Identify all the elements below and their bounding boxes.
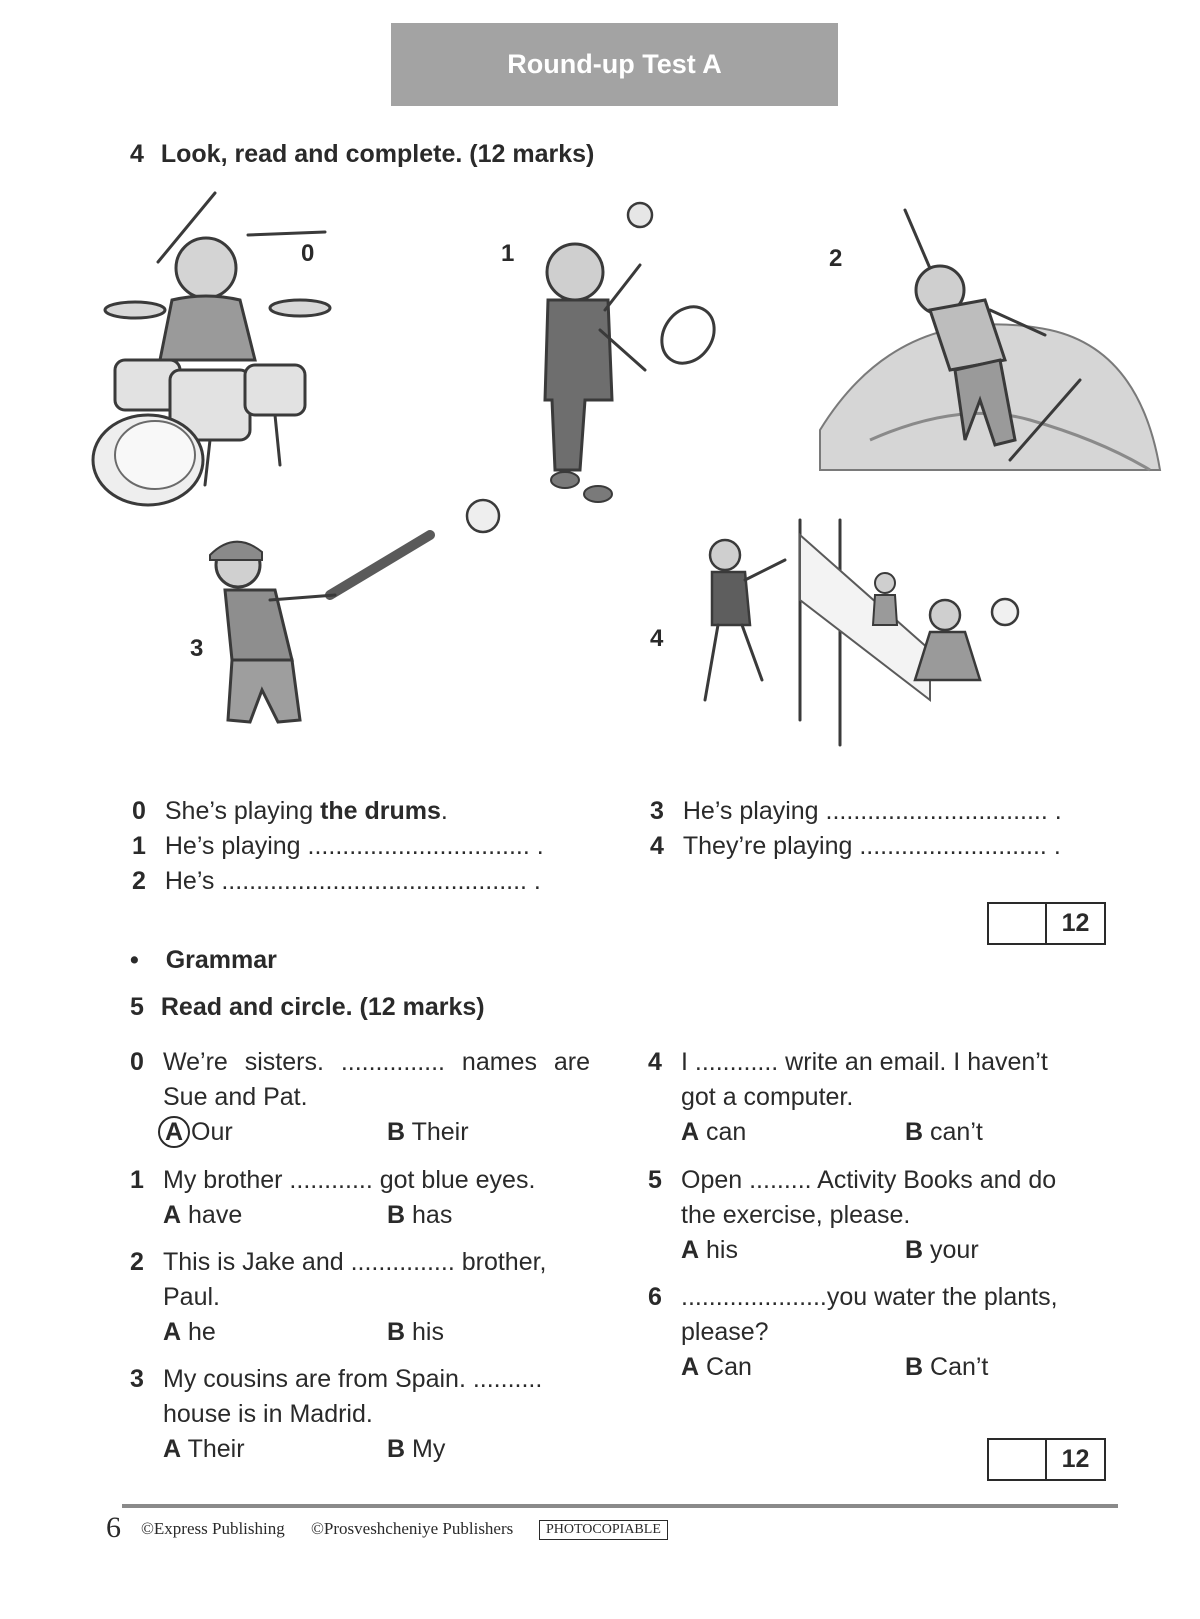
section-5-score-field[interactable] [989,1440,1047,1479]
option-b-letter: B [905,1118,924,1146]
option-a-text: Can [706,1353,752,1381]
question-1 [130,1163,590,1238]
question-0 [130,1045,590,1155]
question-line-1: I ............ write an email. I haven’t [681,1048,1048,1076]
copyright-express: ©Express Publishing [141,1519,285,1538]
option-b[interactable] [387,1115,469,1150]
sentence-0-pre: She’s playing [164,797,321,825]
option-a-text: have [188,1201,243,1229]
option-b-text: Their [411,1118,469,1146]
section-5-instruction: Read and circle. (12 marks) [160,993,485,1021]
sentence-3-text: He’s playing ................................ . [682,797,1062,825]
sports-illustrations [0,0,1200,760]
question-line-2: Sue and Pat. [163,1083,308,1111]
question-line-1: Open ......... Activity Books and do [681,1166,1057,1194]
question-2 [130,1245,590,1355]
question-4 [648,1045,1108,1155]
option-a-text: his [706,1236,738,1264]
picture-label-1: 1 [501,240,515,267]
question-line-2: house is in Madrid. [163,1400,373,1428]
picture-label-4: 4 [650,625,664,652]
option-b-text: can’t [930,1118,983,1146]
page-number: 6 [106,1511,121,1544]
option-a[interactable] [681,1233,738,1268]
sentence-4-number: 4 [650,832,664,860]
volleyball-players-illustration [705,520,1018,745]
question-3 [130,1362,590,1472]
sentence-1 [132,832,544,861]
option-a-text: Our [191,1118,233,1146]
option-a-text: he [188,1318,216,1346]
sentence-1-text: He’s playing ................................ . [164,832,544,860]
option-a-letter: A [681,1118,700,1146]
option-b[interactable] [905,1233,979,1268]
question-line-2: got a computer. [681,1083,854,1111]
option-b-text: your [930,1236,979,1264]
option-b-letter: B [387,1435,406,1463]
test-title: Round-up Test A [507,49,722,79]
grammar-heading [130,946,277,975]
question-number: 4 [648,1048,662,1076]
sentence-0-number: 0 [132,797,146,825]
option-a[interactable] [163,1198,242,1233]
option-a[interactable] [681,1350,752,1385]
section-4-score-field[interactable] [989,904,1047,943]
section-5-score-box [987,1438,1106,1481]
option-b[interactable] [387,1198,452,1233]
water-skier-illustration [820,210,1160,470]
section-5-total-marks: 12 [1061,1445,1090,1473]
sentence-0 [132,797,448,826]
question-line-2: Paul. [163,1283,220,1311]
option-b-text: has [412,1201,453,1229]
option-a-letter: A [163,1435,182,1463]
option-b-text: My [412,1435,446,1463]
picture-label-3: 3 [190,635,204,662]
question-line-2: the exercise, please. [681,1201,911,1229]
sentence-2-text: He’s ............................................ . [164,867,541,895]
option-a[interactable] [163,1432,245,1467]
option-b[interactable] [905,1115,983,1150]
question-5 [648,1163,1108,1273]
question-6 [648,1280,1108,1390]
picture-label-2: 2 [829,245,843,272]
question-line-1: This is Jake and ............... brother, [163,1248,547,1276]
sentence-4 [650,832,1061,861]
section-4-score-box [987,902,1106,945]
question-line-1: We’re sisters. ............... names are [163,1048,590,1076]
option-a-text: can [706,1118,747,1146]
tennis-player-illustration [545,203,725,502]
option-a-letter: A [681,1353,700,1381]
sentence-1-number: 1 [132,832,146,860]
section-5-number: 5 [130,993,144,1021]
baseball-player-illustration [210,500,499,722]
section-4-total-marks: 12 [1061,909,1090,937]
question-number: 6 [648,1283,662,1311]
section-4-instruction: Look, read and complete. (12 marks) [160,140,595,168]
question-line-2: please? [681,1318,769,1346]
option-a[interactable] [163,1315,216,1350]
option-b-text: Can’t [930,1353,989,1381]
sentence-0-answer: the drums [320,797,441,825]
option-a-letter: A [163,1318,182,1346]
question-number: 3 [130,1365,144,1393]
drummer-illustration [93,193,330,505]
option-a-letter: A [163,1201,182,1229]
sentence-3-number: 3 [650,797,664,825]
section-5-heading [130,993,485,1022]
question-number: 0 [130,1048,144,1076]
option-a[interactable] [163,1115,233,1150]
question-number: 2 [130,1248,144,1276]
question-line-1: My cousins are from Spain. .......... [163,1365,543,1393]
option-b[interactable] [387,1315,444,1350]
option-b-letter: B [387,1318,406,1346]
sentence-2 [132,867,541,896]
footer-divider [122,1504,1118,1508]
option-b-letter: B [387,1201,406,1229]
question-line-1: My brother ............ got blue eyes. [163,1166,536,1194]
question-line-1: .....................you water the plants, [681,1283,1058,1311]
option-b-text: his [412,1318,444,1346]
copyright-prosveshcheniye: ©Prosveshcheniye Publishers [311,1519,514,1538]
option-a-letter: A [681,1236,700,1264]
option-b-letter: B [905,1353,924,1381]
section-4-number: 4 [130,140,144,168]
option-b-letter: B [387,1118,406,1146]
question-number: 5 [648,1166,662,1194]
option-a[interactable] [681,1115,746,1150]
grammar-label: Grammar [165,946,277,974]
option-a-letter-circled: A [158,1116,190,1148]
option-a-text: Their [187,1435,245,1463]
sentence-0-post: . [440,797,448,825]
picture-label-0: 0 [301,240,315,267]
photocopiable-badge: PHOTOCOPIABLE [539,1520,668,1540]
question-number: 1 [130,1166,144,1194]
sentence-3 [650,797,1062,826]
sentence-2-number: 2 [132,867,146,895]
option-b[interactable] [387,1432,445,1467]
option-b[interactable] [905,1350,988,1385]
grammar-bullet: • [130,946,139,974]
option-b-letter: B [905,1236,924,1264]
sentence-4-text: They’re playing ........................... . [682,832,1061,860]
